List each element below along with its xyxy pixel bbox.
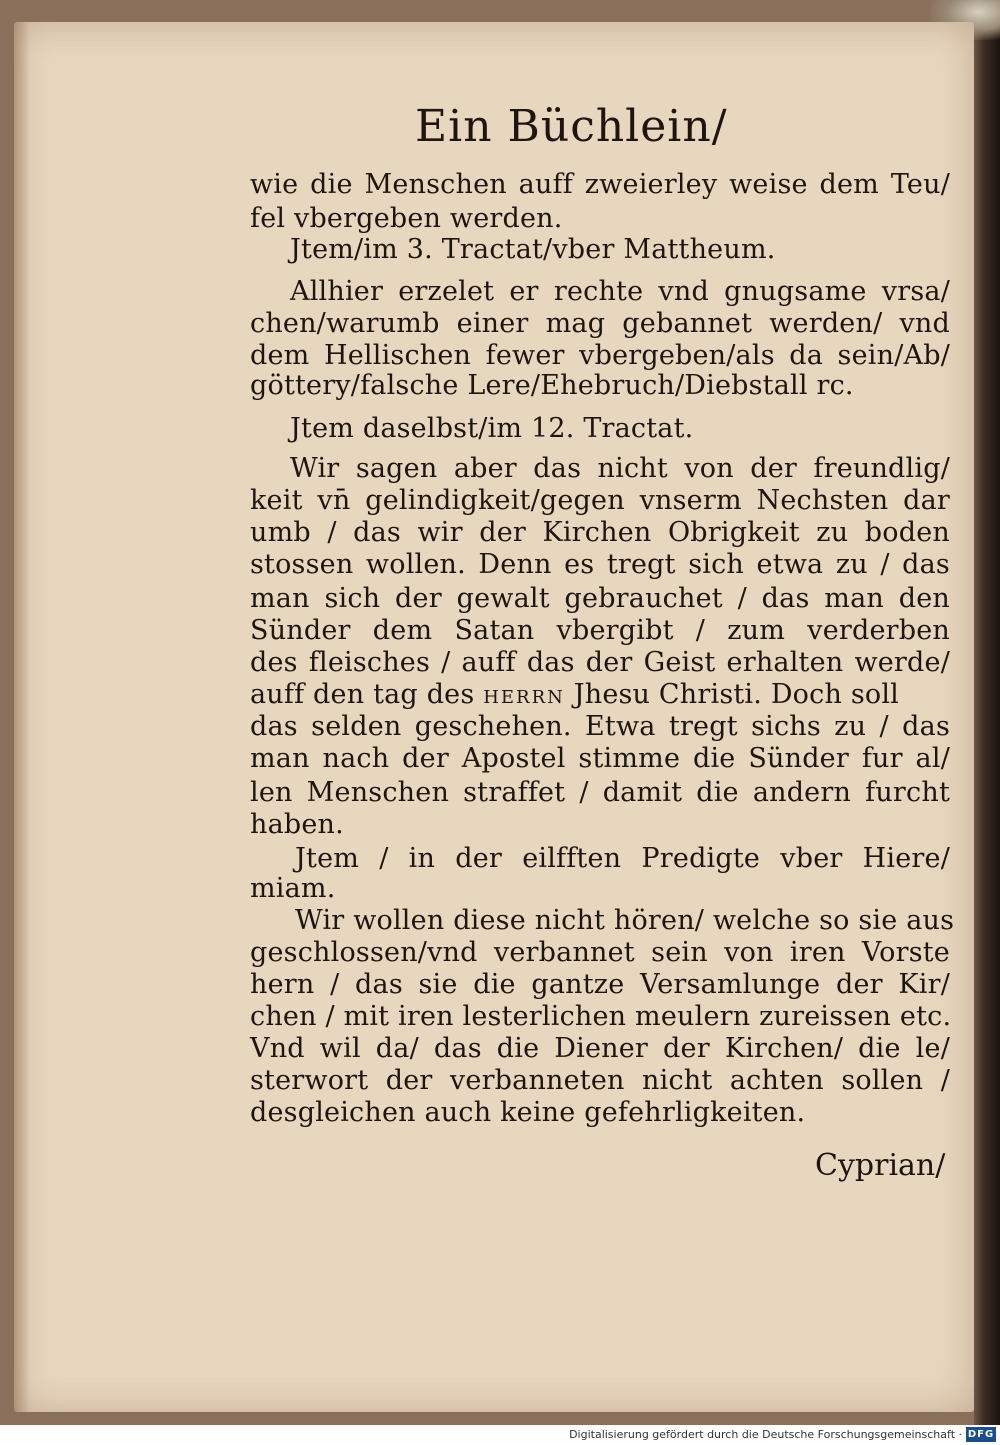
text-line-20: haben. [250, 809, 344, 840]
text-line-16-tail: Jhesu Christi. Doch soll [564, 679, 899, 710]
text-line-17: das selden geschehen. Etwa tregt sichs zu / das [250, 711, 950, 742]
text-line-9: Wir sagen aber das nicht von der freundlig/ [290, 453, 950, 484]
text-line-24: geschlossen/vnd verbannet sein von iren Vorste [250, 937, 950, 968]
dfg-logo: DFG [967, 1429, 995, 1440]
text-line-19: len Menschen straffet / damit die andern furcht [250, 777, 950, 808]
page-gutter-shadow [14, 22, 30, 1412]
funding-credit: Digitalisierung gefördert durch die Deutsche Forschungsgemeinschaft · [569, 1428, 962, 1441]
text-line-18: man nach der Apostel stimme die Sünder fur al/ [250, 743, 950, 774]
section-heading-1: Jtem/im 3. Tractat/vber Mattheum. [290, 234, 776, 265]
text-line-29: desgleichen auch keine gefehrligkeiten. [250, 1097, 806, 1128]
herrn-smallcaps: HERRN [483, 687, 565, 708]
text-line-12: stossen wollen. Denn es tregt sich etwa zu / das [250, 549, 950, 580]
text-line-25: hern / das sie die gantze Versamlunge der Kir/ [250, 969, 950, 1000]
text-line-15: des fleisches / auff das der Geist erhalten werde/ [250, 647, 950, 678]
text-line-4: Allhier erzelet er rechte vnd gnugsame vrsa/ [290, 276, 950, 307]
text-line-11: umb / das wir der Kirchen Obrigkeit zu boden [250, 517, 950, 548]
text-line-16-head: auff den tag des [250, 679, 475, 710]
text-line-1: wie die Menschen auff zweierley weise dem Teu/ [250, 169, 950, 200]
text-line-2: fel vbergeben werden. [250, 203, 563, 234]
text-line-6: dem Hellischen fewer vbergeben/als da sein/Ab/ [250, 340, 950, 371]
text-line-13: man sich der gewalt gebrauchet / das man den [250, 583, 950, 614]
section-heading-2: Jtem daselbst/im 12. Tractat. [290, 413, 694, 444]
text-line-23: Wir wollen diese nicht hören/ welche so sie aus [295, 905, 955, 936]
text-line-7: göttery/falsche Lere/Ehebruch/Diebstall rc. [250, 370, 854, 401]
section-heading-3: Jtem / in der eilfften Predigte vber Hiere/ [295, 843, 950, 874]
text-line-14: Sünder dem Satan vbergibt / zum verderben [250, 615, 950, 646]
text-line-26: chen / mit iren lesterlichen meulern zureissen etc. [250, 1001, 952, 1032]
text-line-27: Vnd wil da/ das die Diener der Kirchen/ die le/ [250, 1033, 950, 1064]
running-head: Ein Büchlein/ [415, 101, 728, 152]
catchword: Cyprian/ [815, 1148, 946, 1183]
text-line-22: miam. [250, 873, 336, 904]
text-line-5: chen/warumb einer mag gebannet werden/ vnd [250, 308, 950, 339]
text-line-10: keit vn̄ gelindigkeit/gegen vnserm Nechsten dar [250, 485, 950, 516]
text-line-28: sterwort der verbanneten nicht achten sollen / [250, 1065, 950, 1096]
book-binding [974, 0, 1000, 1425]
